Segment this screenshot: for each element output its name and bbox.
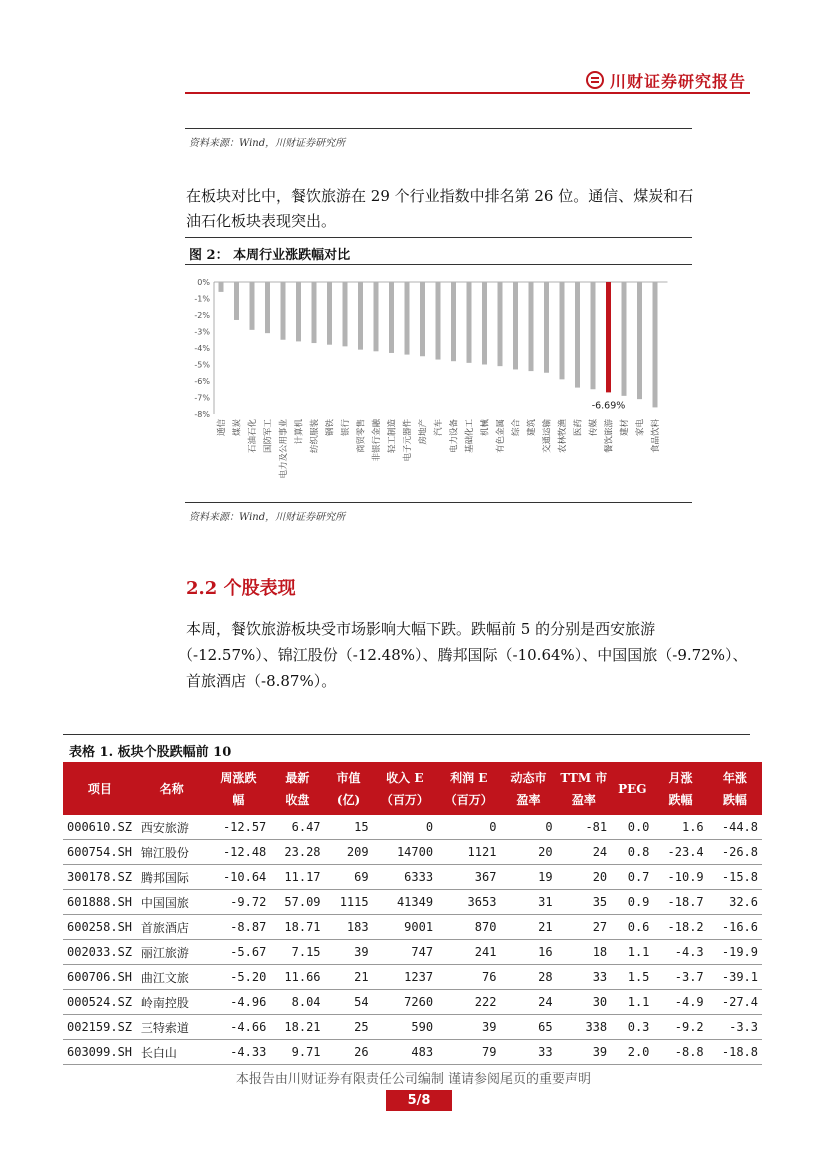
cell-yearly-change: -26.8 — [708, 840, 762, 865]
cell-code: 603099.SH — [63, 1040, 137, 1065]
cell-market-cap: 69 — [325, 865, 373, 890]
cell-market-cap: 21 — [325, 965, 373, 990]
x-category-label: 基础化工 — [465, 419, 475, 454]
table-row — [63, 990, 762, 1015]
bar — [420, 282, 425, 356]
y-tick-label: -3% — [194, 327, 210, 337]
cell-yearly-change: -27.4 — [708, 990, 762, 1015]
brand-name: 川财证券研究报告 — [610, 71, 747, 91]
table-row — [63, 1040, 762, 1065]
x-category-label: 煤炭 — [232, 419, 243, 437]
cell-revenue: 483 — [373, 1040, 437, 1065]
x-category-label: 电力设备 — [449, 419, 460, 454]
cell-weekly-change: -4.66 — [206, 1015, 270, 1040]
x-category-label: 通信 — [217, 419, 227, 437]
col-header-ttm-pe: TTM 市 盈率 — [557, 762, 612, 815]
bar — [389, 282, 394, 353]
cell-ttm-pe: 18 — [557, 940, 612, 965]
paragraph-line: 首旅酒店（-8.87%）。 — [186, 672, 337, 690]
cell-code: 002033.SZ — [63, 940, 137, 965]
cell-monthly-change: -10.9 — [653, 865, 707, 890]
x-category-label: 家电 — [635, 419, 646, 437]
cell-yearly-change: -16.6 — [708, 915, 762, 940]
cell-name: 中国国旅 — [137, 890, 207, 915]
col-header-name: 名称 — [137, 762, 207, 815]
cell-close: 6.47 — [270, 815, 324, 840]
cell-weekly-change: -4.33 — [206, 1040, 270, 1065]
bar — [637, 282, 642, 399]
bar — [405, 282, 410, 355]
x-category-label: 石油石化 — [248, 419, 258, 454]
bar — [622, 282, 627, 396]
cell-profit: 367 — [437, 865, 500, 890]
page-number: 5/8 — [386, 1090, 452, 1111]
cell-code: 000524.SZ — [63, 990, 137, 1015]
bar — [436, 282, 441, 360]
cell-ttm-pe: 35 — [557, 890, 612, 915]
company-logo-icon — [586, 71, 604, 89]
table-title: 表格 1. 板块个股跌幅前 10 — [69, 745, 232, 760]
cell-weekly-change: -4.96 — [206, 990, 270, 1015]
header-brand — [586, 68, 746, 92]
cell-yearly-change: -19.9 — [708, 940, 762, 965]
cell-monthly-change: 1.6 — [653, 815, 707, 840]
x-category-label: 纺织服装 — [310, 419, 320, 454]
cell-peg: 0.3 — [611, 1015, 653, 1040]
x-category-label: 轻工制造 — [387, 419, 398, 454]
cell-close: 7.15 — [270, 940, 324, 965]
cell-dynamic-pe: 31 — [500, 890, 556, 915]
x-category-label: 有色金属 — [496, 419, 506, 454]
x-category-label: 农林牧渔 — [558, 419, 568, 454]
cell-peg: 0.9 — [611, 890, 653, 915]
cell-ttm-pe: 24 — [557, 840, 612, 865]
cell-dynamic-pe: 24 — [500, 990, 556, 1015]
cell-name: 岭南控股 — [137, 990, 207, 1015]
bar — [234, 282, 239, 320]
cell-ttm-pe: 30 — [557, 990, 612, 1015]
cell-market-cap: 26 — [325, 1040, 373, 1065]
cell-code: 600258.SH — [63, 915, 137, 940]
bar — [250, 282, 255, 330]
cell-weekly-change: -12.57 — [206, 815, 270, 840]
x-category-label: 国防军工 — [263, 419, 274, 454]
cell-name: 丽江旅游 — [137, 940, 207, 965]
y-tick-label: -6% — [194, 377, 210, 386]
col-header-yearly-change: 年涨 跌幅 — [708, 762, 762, 815]
cell-revenue: 747 — [373, 940, 437, 965]
cell-market-cap: 183 — [325, 915, 373, 940]
cell-dynamic-pe: 65 — [500, 1015, 556, 1040]
cell-profit: 0 — [437, 815, 500, 840]
bar — [575, 282, 580, 388]
table-row — [63, 1015, 762, 1040]
table-header-row — [63, 762, 762, 815]
bar — [544, 282, 549, 373]
cell-market-cap: 54 — [325, 990, 373, 1015]
cell-code: 002159.SZ — [63, 1015, 137, 1040]
y-tick-label: -1% — [194, 294, 210, 304]
cell-code: 601888.SH — [63, 890, 137, 915]
cell-code: 000610.SZ — [63, 815, 137, 840]
bar — [219, 282, 224, 292]
cell-dynamic-pe: 0 — [500, 815, 556, 840]
bar — [467, 282, 472, 363]
divider — [185, 264, 692, 265]
cell-ttm-pe: 39 — [557, 1040, 612, 1065]
cell-market-cap: 39 — [325, 940, 373, 965]
cell-profit: 870 — [437, 915, 500, 940]
section-title: 2.2 个股表现 — [186, 578, 296, 599]
col-header-profit: 利润 E （百万） — [437, 762, 500, 815]
table-row — [63, 815, 762, 840]
cell-close: 9.71 — [270, 1040, 324, 1065]
cell-profit: 79 — [437, 1040, 500, 1065]
x-category-label: 建筑 — [527, 419, 537, 437]
x-category-label: 餐饮旅游 — [604, 419, 615, 454]
cell-close: 8.04 — [270, 990, 324, 1015]
cell-revenue: 590 — [373, 1015, 437, 1040]
cell-yearly-change: -44.8 — [708, 815, 762, 840]
cell-close: 23.28 — [270, 840, 324, 865]
cell-dynamic-pe: 20 — [500, 840, 556, 865]
cell-yearly-change: -39.1 — [708, 965, 762, 990]
paragraph-line: 油石化板块表现突出。 — [186, 212, 337, 230]
x-category-label: 建材 — [620, 419, 630, 437]
table-row — [63, 840, 762, 865]
cell-peg: 0.0 — [611, 815, 653, 840]
cell-profit: 1121 — [437, 840, 500, 865]
y-tick-label: -2% — [194, 311, 210, 320]
cell-peg: 0.7 — [611, 865, 653, 890]
bar — [482, 282, 487, 365]
cell-market-cap: 1115 — [325, 890, 373, 915]
bar — [374, 282, 379, 351]
cell-monthly-change: -4.9 — [653, 990, 707, 1015]
cell-code: 300178.SZ — [63, 865, 137, 890]
header-rule — [185, 92, 750, 94]
divider — [63, 734, 750, 735]
cell-profit: 222 — [437, 990, 500, 1015]
divider — [185, 237, 692, 238]
cell-revenue: 6333 — [373, 865, 437, 890]
cell-dynamic-pe: 33 — [500, 1040, 556, 1065]
y-tick-label: -8% — [194, 410, 210, 419]
cell-code: 600706.SH — [63, 965, 137, 990]
x-category-label: 传媒 — [589, 419, 599, 437]
cell-ttm-pe: -81 — [557, 815, 612, 840]
cell-yearly-change: 32.6 — [708, 890, 762, 915]
cell-name: 三特索道 — [137, 1015, 207, 1040]
bar — [358, 282, 363, 350]
table-row — [63, 865, 762, 890]
source-note-top: 资料来源：Wind，川财证券研究所 — [189, 138, 346, 149]
cell-monthly-change: -4.3 — [653, 940, 707, 965]
bar — [498, 282, 503, 366]
x-category-label: 银行 — [341, 419, 351, 437]
cell-profit: 3653 — [437, 890, 500, 915]
paragraph-line: （-12.57%）、锦江股份（-12.48%）、腾邦国际（-10.64%）、中国国旅（-9.72%）、 — [178, 646, 748, 664]
cell-weekly-change: -5.67 — [206, 940, 270, 965]
table-row — [63, 965, 762, 990]
cell-ttm-pe: 338 — [557, 1015, 612, 1040]
cell-close: 11.66 — [270, 965, 324, 990]
cell-ttm-pe: 27 — [557, 915, 612, 940]
x-category-label: 汽车 — [434, 419, 444, 437]
cell-dynamic-pe: 28 — [500, 965, 556, 990]
cell-dynamic-pe: 16 — [500, 940, 556, 965]
cell-name: 锦江股份 — [137, 840, 207, 865]
bar — [560, 282, 565, 379]
y-tick-label: -7% — [194, 393, 210, 403]
cell-weekly-change: -9.72 — [206, 890, 270, 915]
cell-code: 600754.SH — [63, 840, 137, 865]
col-header-revenue: 收入 E （百万） — [373, 762, 437, 815]
bar — [529, 282, 534, 371]
figure-title: 图 2： 本周行业涨跌幅对比 — [189, 248, 351, 263]
cell-name: 曲江文旅 — [137, 965, 207, 990]
cell-peg: 1.1 — [611, 940, 653, 965]
cell-revenue: 41349 — [373, 890, 437, 915]
x-category-label: 电子元器件 — [403, 419, 413, 462]
cell-revenue: 1237 — [373, 965, 437, 990]
paragraph-line: 本周，餐饮旅游板块受市场影响大幅下跌。跌幅前 5 的分别是西安旅游 — [186, 620, 656, 638]
cell-monthly-change: -8.8 — [653, 1040, 707, 1065]
y-tick-label: -5% — [194, 360, 210, 370]
cell-peg: 0.8 — [611, 840, 653, 865]
cell-dynamic-pe: 21 — [500, 915, 556, 940]
cell-market-cap: 209 — [325, 840, 373, 865]
y-tick-label: -4% — [194, 344, 210, 353]
cell-profit: 39 — [437, 1015, 500, 1040]
cell-weekly-change: -8.87 — [206, 915, 270, 940]
bar — [312, 282, 317, 343]
cell-close: 11.17 — [270, 865, 324, 890]
bar — [606, 282, 611, 392]
bar — [343, 282, 348, 346]
cell-yearly-change: -15.8 — [708, 865, 762, 890]
paragraph-line: 在板块对比中，餐饮旅游在 29 个行业指数中排名第 26 位。通信、煤炭和石 — [186, 187, 694, 205]
cell-monthly-change: -18.7 — [653, 890, 707, 915]
table-row — [63, 915, 762, 940]
cell-name: 首旅酒店 — [137, 915, 207, 940]
col-header-weekly-change: 周涨跌 幅 — [206, 762, 270, 815]
divider — [185, 502, 692, 503]
cell-revenue: 9001 — [373, 915, 437, 940]
cell-weekly-change: -5.20 — [206, 965, 270, 990]
cell-close: 18.71 — [270, 915, 324, 940]
col-header-close: 最新 收盘 — [270, 762, 324, 815]
stock-decline-table — [63, 762, 762, 1065]
cell-revenue: 14700 — [373, 840, 437, 865]
cell-revenue: 0 — [373, 815, 437, 840]
cell-monthly-change: -23.4 — [653, 840, 707, 865]
cell-monthly-change: -18.2 — [653, 915, 707, 940]
x-category-label: 计算机 — [294, 419, 305, 445]
x-category-label: 房地产 — [418, 419, 429, 445]
x-category-label: 非银行金融 — [372, 419, 382, 462]
x-category-label: 交通运输 — [542, 419, 553, 454]
col-header-market-cap: 市值 (亿) — [325, 762, 373, 815]
cell-yearly-change: -18.8 — [708, 1040, 762, 1065]
x-category-label: 综合 — [511, 419, 522, 437]
cell-close: 57.09 — [270, 890, 324, 915]
bar — [451, 282, 456, 361]
industry-change-bar-chart — [185, 272, 692, 502]
cell-monthly-change: -3.7 — [653, 965, 707, 990]
cell-profit: 76 — [437, 965, 500, 990]
bar — [591, 282, 596, 389]
bar — [265, 282, 270, 333]
y-tick-label: 0% — [197, 278, 210, 287]
cell-peg: 0.6 — [611, 915, 653, 940]
cell-name: 西安旅游 — [137, 815, 207, 840]
cell-dynamic-pe: 19 — [500, 865, 556, 890]
x-category-label: 钢铁 — [325, 419, 336, 437]
cell-name: 长白山 — [137, 1040, 207, 1065]
divider — [185, 128, 692, 129]
col-header-peg: PEG — [611, 762, 653, 815]
cell-peg: 2.0 — [611, 1040, 653, 1065]
bar — [513, 282, 518, 369]
cell-monthly-change: -9.2 — [653, 1015, 707, 1040]
cell-revenue: 7260 — [373, 990, 437, 1015]
cell-peg: 1.1 — [611, 990, 653, 1015]
cell-market-cap: 25 — [325, 1015, 373, 1040]
cell-market-cap: 15 — [325, 815, 373, 840]
bar — [296, 282, 301, 341]
x-category-label: 医药 — [573, 419, 584, 437]
col-header-monthly-change: 月涨 跌幅 — [653, 762, 707, 815]
highlight-data-label: -6.69% — [591, 400, 626, 412]
cell-ttm-pe: 20 — [557, 865, 612, 890]
cell-close: 18.21 — [270, 1015, 324, 1040]
cell-ttm-pe: 33 — [557, 965, 612, 990]
col-header-code: 项目 — [63, 762, 137, 815]
cell-yearly-change: -3.3 — [708, 1015, 762, 1040]
table-row — [63, 890, 762, 915]
cell-name: 腾邦国际 — [137, 865, 207, 890]
x-category-label: 食品饮料 — [651, 419, 661, 454]
cell-peg: 1.5 — [611, 965, 653, 990]
x-category-label: 电力及公用事业 — [279, 419, 289, 479]
bar — [327, 282, 332, 345]
bar — [653, 282, 658, 407]
cell-weekly-change: -10.64 — [206, 865, 270, 890]
footer-disclaimer: 本报告由川财证券有限责任公司编制 谨请参阅尾页的重要声明 — [235, 1072, 592, 1087]
x-category-label: 商贸零售 — [356, 419, 367, 454]
x-category-label: 机械 — [480, 419, 491, 437]
bar — [281, 282, 286, 340]
col-header-dynamic-pe: 动态市 盈率 — [500, 762, 556, 815]
cell-profit: 241 — [437, 940, 500, 965]
table-row — [63, 940, 762, 965]
cell-weekly-change: -12.48 — [206, 840, 270, 865]
source-note-figure: 资料来源：Wind，川财证券研究所 — [189, 512, 346, 523]
